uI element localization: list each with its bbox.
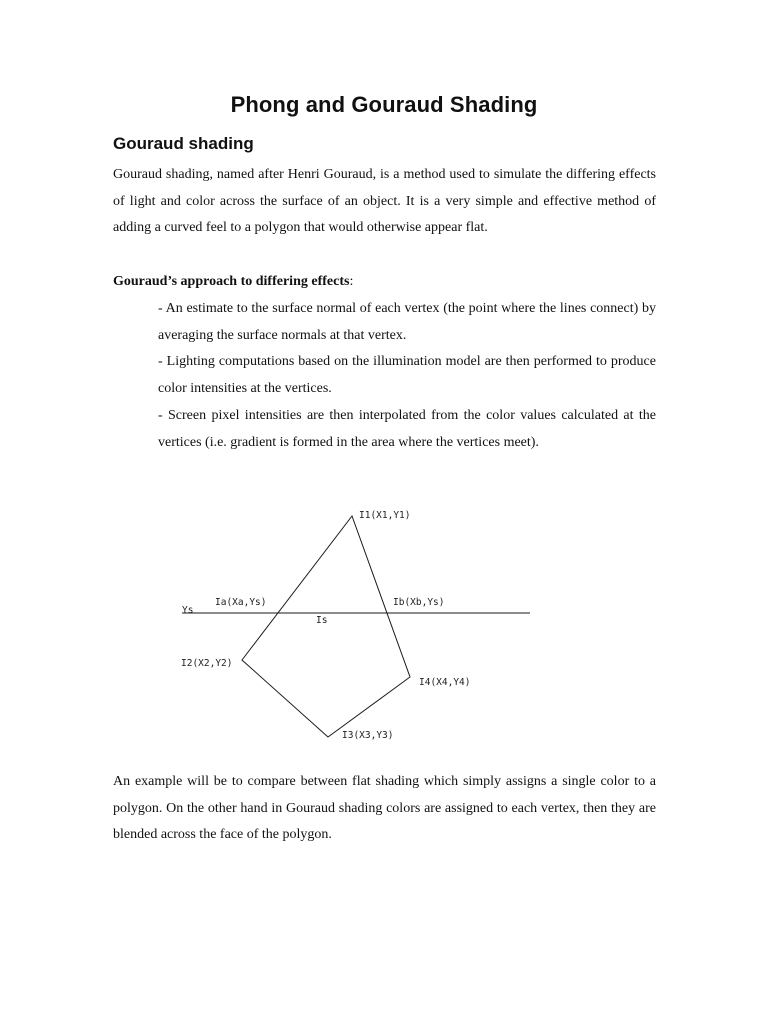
approach-label xyxy=(113,269,353,296)
page-title: Phong and Gouraud Shading xyxy=(230,92,538,117)
approach-list xyxy=(158,296,656,456)
list-item: - An estimate to the surface normal of each vertex (the point where the lines connect) by averaging the surface normals at that vertex. xyxy=(158,301,656,343)
label-i1: I1(X1,Y1) xyxy=(359,510,411,521)
label-ys: Ys xyxy=(182,605,194,616)
label-ib: Ib(Xb,Ys) xyxy=(393,597,445,608)
section-heading: Gouraud shading xyxy=(113,134,254,153)
label-i3: I3(X3,Y3) xyxy=(342,730,394,741)
approach-label-text: Gouraud’s approach to differing effects xyxy=(113,274,350,289)
intro-paragraph: Gouraud shading, named after Henri Gouraud, is a method used to simulate the differing effects of light and color across the surface of an object. It is a very simple and effective method of adding a curved feel to a polygon that would otherwise appear flat. xyxy=(113,167,656,236)
label-ia: Ia(Xa,Ys) xyxy=(215,597,267,608)
label-i4: I4(X4,Y4) xyxy=(419,677,471,688)
label-i2: I2(X2,Y2) xyxy=(181,658,233,669)
gouraud-diagram-svg xyxy=(162,498,548,754)
diagram-background xyxy=(162,498,548,754)
list-item: - Lighting computations based on the illumination model are then performed to produce color intensities at the vertices. xyxy=(158,354,656,397)
label-is: Is xyxy=(316,615,328,626)
gouraud-diagram xyxy=(162,498,548,754)
approach-label-colon: : xyxy=(349,274,354,289)
outro-paragraph: An example will be to compare between flat shading which simply assigns a single color to a polygon. On the other hand in Gouraud shading colors are assigned to each vertex, then they are blended across the face of the polygon. xyxy=(113,774,656,843)
list-item: - Screen pixel intensities are then interpolated from the color values calculated at the vertices (i.e. gradient is formed in the area where the vertices meet). xyxy=(158,407,656,450)
